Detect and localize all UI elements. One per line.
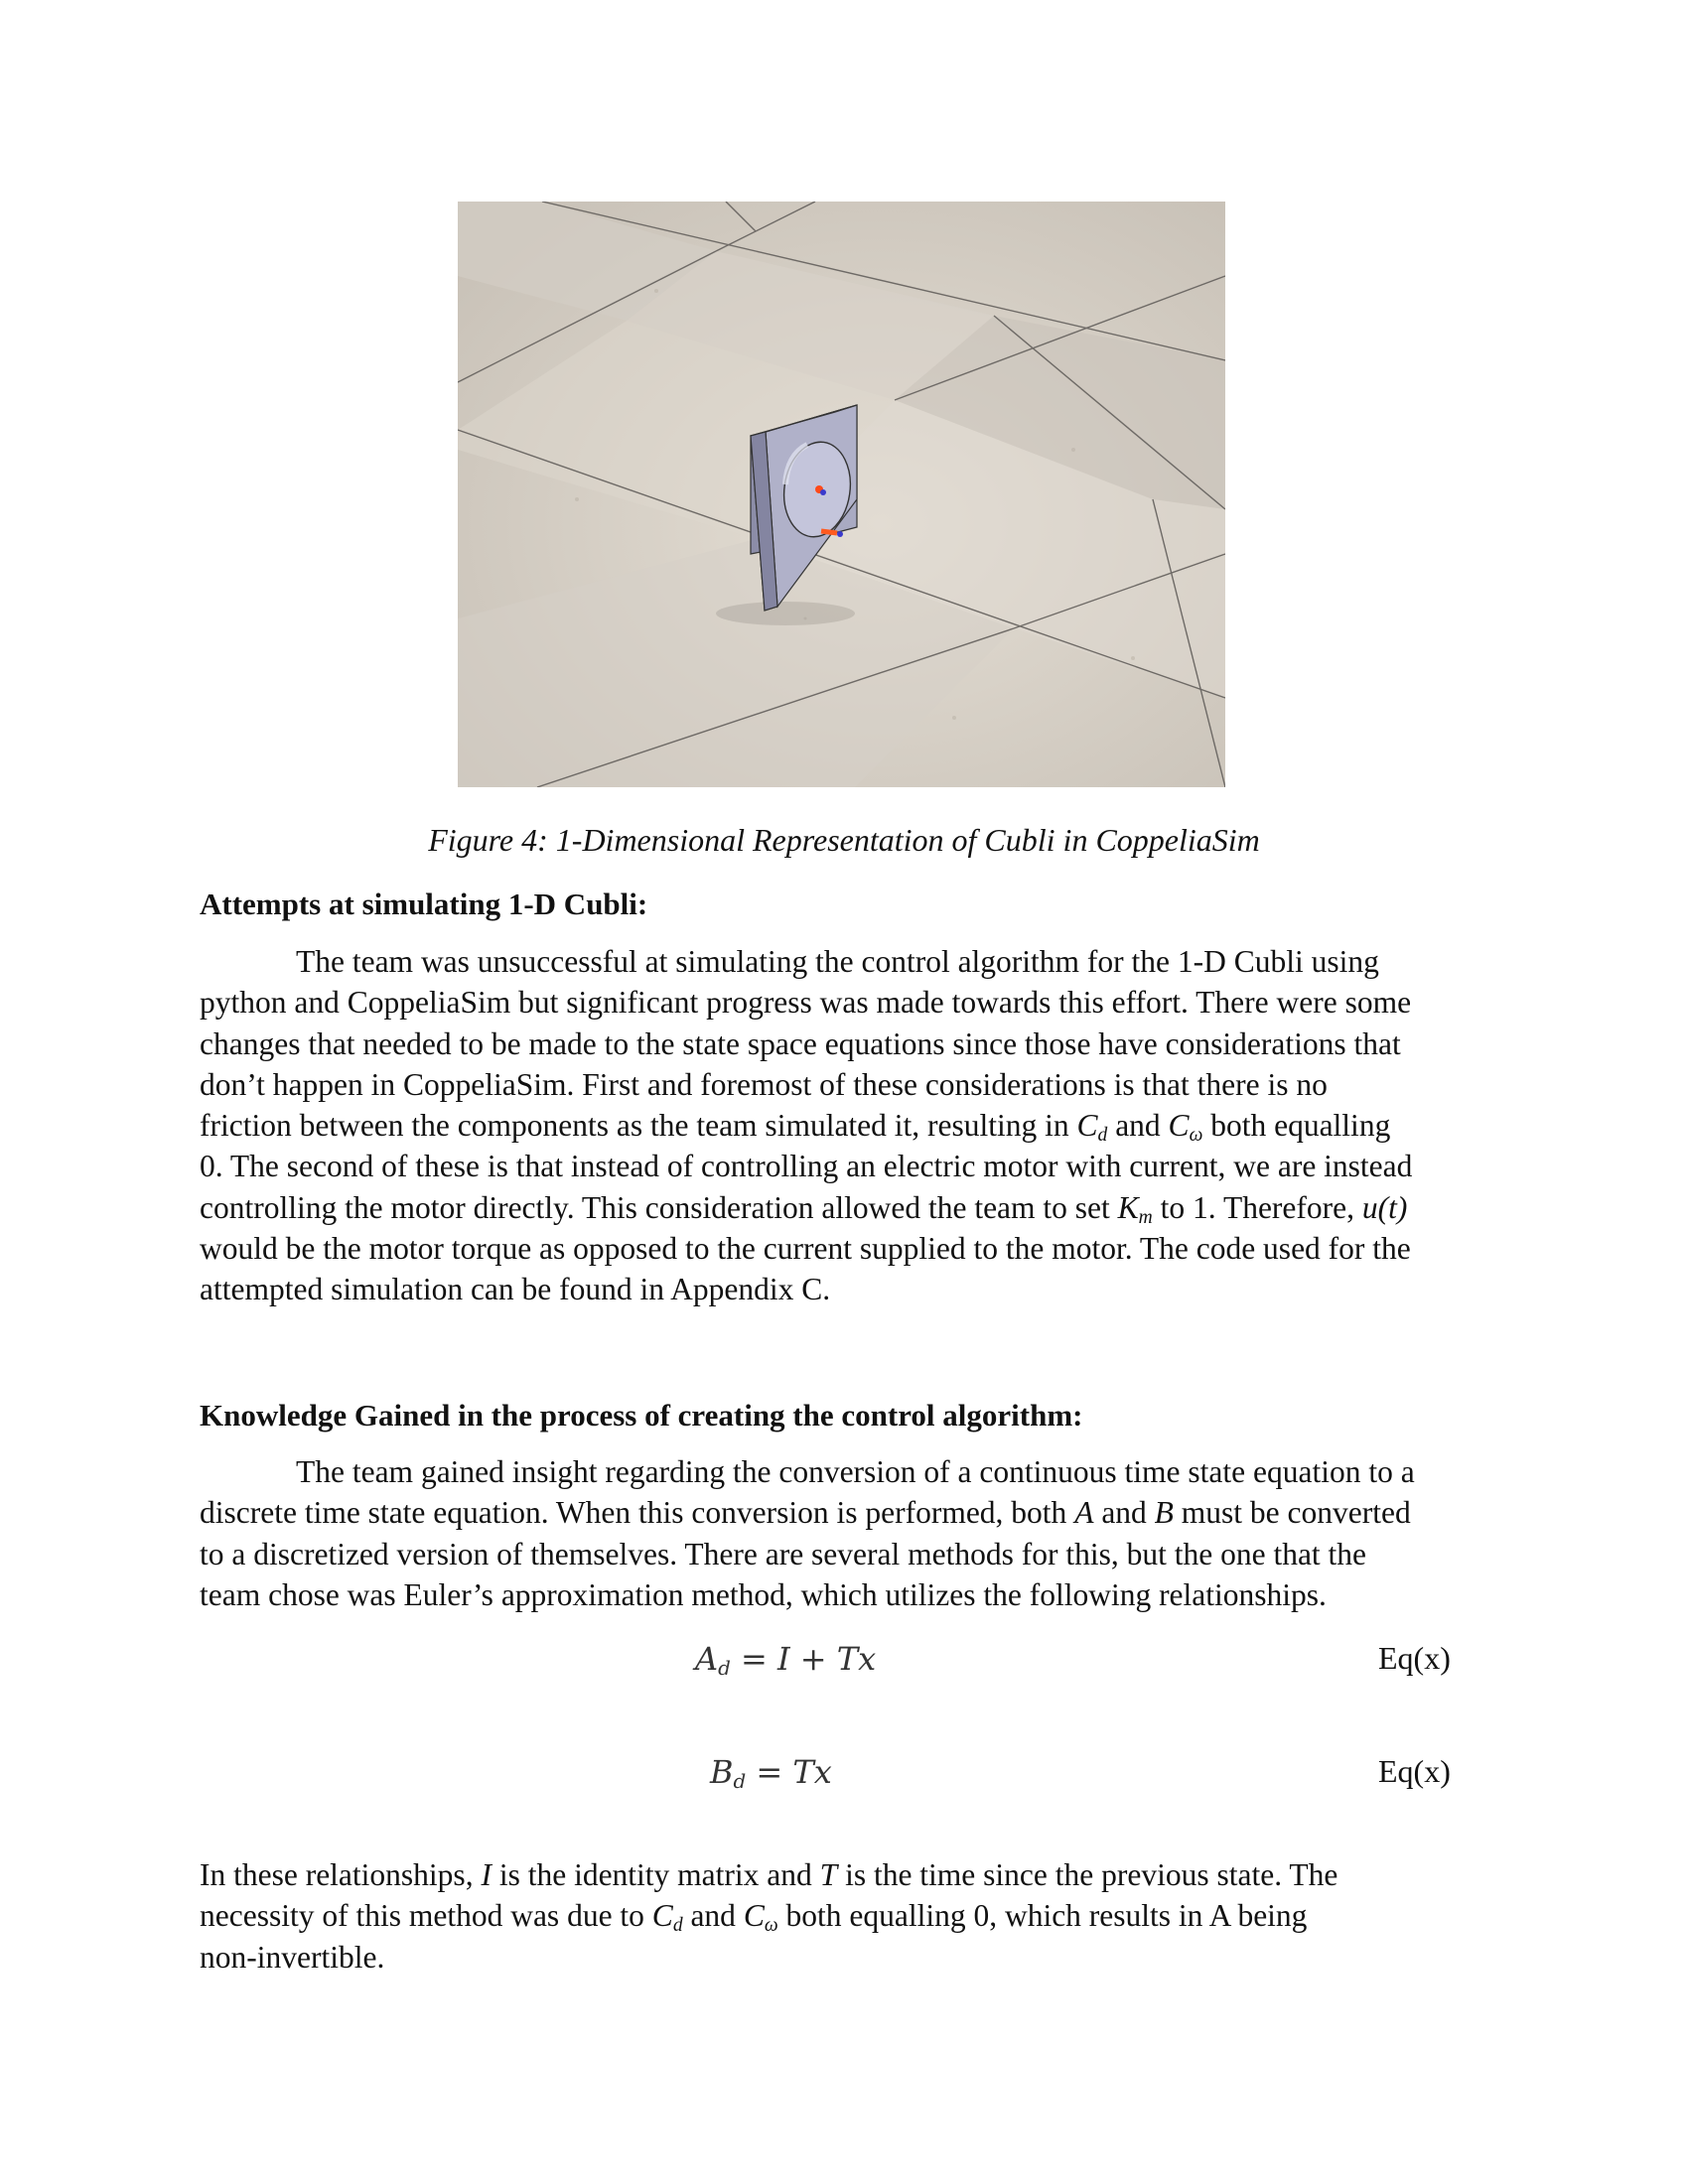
text-line: In these relationships, I is the identity matrix and T is the time since the previous state. The [200, 1857, 1338, 1892]
figure-caption: Figure 4: 1-Dimensional Representation of Cubli in CoppeliaSim [428, 822, 1260, 858]
text-line: 0. The second of these is that instead of controlling an electric motor with current, we are instead [200, 1149, 1413, 1184]
text-line: necessity of this method was due to $C_d$ and $C_\omega$ both equalling 0, which results in A being [200, 1898, 1308, 1937]
paragraph-knowledge [200, 1451, 1490, 1615]
text-line: The team gained insight regarding the conversion of a continuous time state equation to a [296, 1454, 1415, 1489]
text-line: don’t happen in CoppeliaSim. First and foremost of these considerations is that there is no [200, 1066, 1328, 1102]
equation-label: Eq(x) [1378, 1640, 1451, 1676]
text-line: to a discretized version of themselves. There are several methods for this, but the one that the [200, 1536, 1367, 1571]
section-heading-attempts: Attempts at simulating 1-D Cubli: [200, 887, 648, 921]
equation-ad: $A_d = I + Tx$ [695, 1640, 877, 1680]
text-line: python and CoppeliaSim but significant progress was made towards this effort. There were some [200, 985, 1412, 1021]
text-line: controlling the motor directly. This consideration allowed the team to set $K_m$ to 1. Therefore, u(t) [200, 1189, 1408, 1228]
paragraph-attempts [200, 941, 1490, 1310]
paragraph-relationships [200, 1854, 1490, 1978]
simulation-figure [458, 202, 1225, 787]
text-line: would be the motor torque as opposed to the current supplied to the motor. The code used for the [200, 1231, 1411, 1267]
text-line: team chose was Euler’s approximation method, which utilizes the following relationships. [200, 1576, 1327, 1612]
section-heading-knowledge: Knowledge Gained in the process of creating the control algorithm: [200, 1398, 1083, 1433]
text-line: attempted simulation can be found in Appendix C. [200, 1272, 831, 1307]
equation-bd: $B_d = Tx$ [710, 1753, 832, 1793]
cubli-scene-image [458, 202, 1225, 787]
text-line: non-invertible. [200, 1939, 385, 1975]
text-line: friction between the components as the team simulated it, resulting in $C_d$ and $C_\omega$ both equalling [200, 1108, 1391, 1147]
text-line: changes that needed to be made to the state space equations since those have considerations that [200, 1025, 1401, 1061]
text-line: discrete time state equation. When this conversion is performed, both A and B must be converted [200, 1495, 1411, 1531]
equation-label: Eq(x) [1378, 1753, 1451, 1789]
text-line: The team was unsuccessful at simulating the control algorithm for the 1-D Cubli using [296, 944, 1379, 979]
